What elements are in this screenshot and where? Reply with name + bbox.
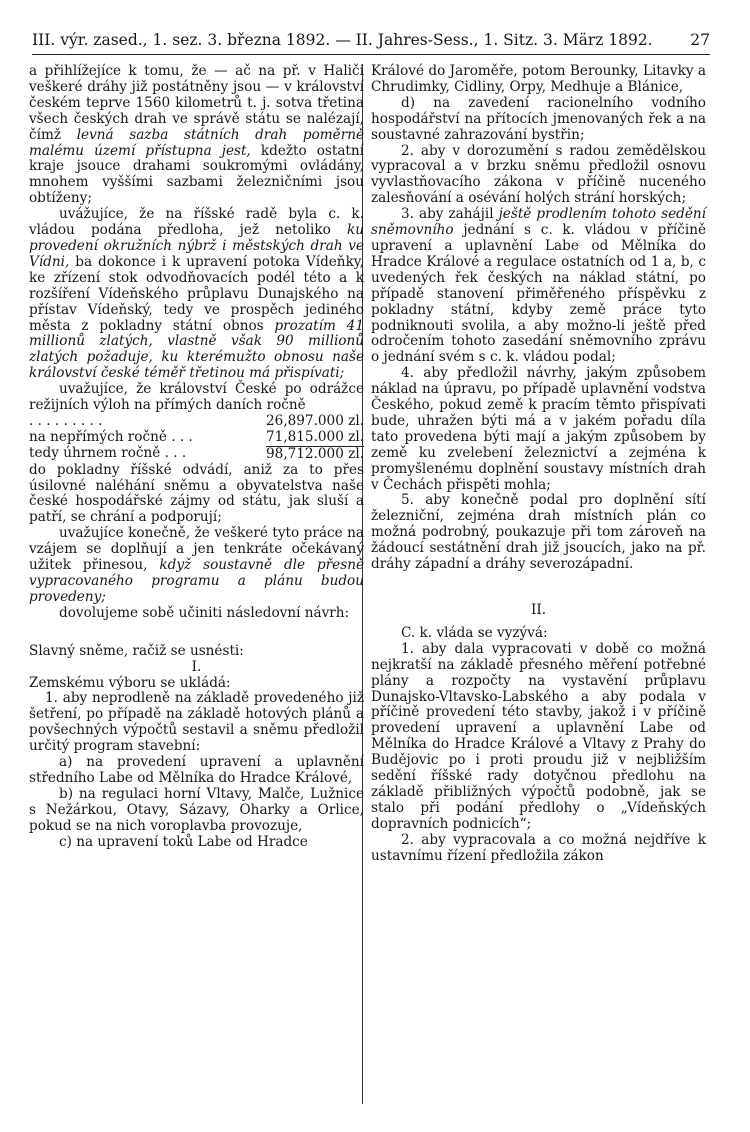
header-rule — [32, 54, 710, 55]
list-item-c-continued: Králové do Jaroměře, potom Berounky, Litavky a Chrudimky, Cidliny, Orpy, Medhuje a Blánice, — [371, 63, 706, 95]
section-heading-1: I. — [191, 658, 202, 675]
salutation: Slavný sněme, račiž se usnésti: — [29, 642, 244, 659]
paragraph-taxes-rest: do pokladny říšské odvádí, aniž za to přes úsilovné naléhání sněmu a obyvatelstva naše české hospodářské zájmy od státu, jak sluší a patří, se chrání a podporují; — [29, 461, 364, 526]
list-item-5: 5. aby konečně podal pro doplnění sítí železniční, zejména drah místních plán co možná podrobný, poukazuje při tom zároveň na žádoucí sestátnění drah již jsoucích, jako na př. dráhy západní a dráhy severozápadní. — [371, 492, 706, 573]
list-item-b: b) na regulaci horní Vltavy, Malče, Lužnice s Nežárkou, Otavy, Sázavy, Oharky a Orlice, pokud se na nich voroplavba provozuje, — [29, 785, 364, 834]
list-item-4: 4. aby předložil návrhy, jakým způsobem náklad na úpravu, po případě uplavnění vodstva Českého, pokud země k pracím těmto přispívati bude, uhražen býti má a v jakém pořadu díla tato provedena býti mají a jakým způsobem by země ku zvelebení železnictví a zejména k promyšlenému doplnění soustavy místních drah v Čechách přispěti mohla; — [371, 365, 706, 493]
amount-indirect-row: na nepřímých ročně . . . 71,815.000 zl. — [29, 428, 364, 445]
government-item-2: 2. aby vypracovala a co možná nejdříve k ustavnímu řízení předložila zákon — [371, 831, 706, 864]
committee-heading: Zemskému výboru se ukládá: — [29, 674, 231, 691]
paragraph-vienna: uvážujíce, že na říšské radě byla c. k. vládou podána předloha, jež netoliko ku provedení okružních nýbrž i městských drah ve Vídni, ba dokonce i k upravení potoka Vídeňky, ke zřízení stok odvodňovacích podél této a k rozšíření Vídeňského průplavu Dunajského na přístav Vídeňský, tedy ve prospěch jediného města z pokladny státní obnos prozatím 41 millionů zlatých, vlastně však 90 millionů zlatých požaduje, ku kterémužto obnosu naše království české téměř třetinou má přispívati; — [29, 206, 364, 382]
left-column — [29, 64, 364, 851]
list-item-d: d) na zavedení racionelního vodního hospodářství na přítocích jmenovaných řek a na soustavné zahrazování bystřin; — [371, 94, 706, 143]
list-item-2: 2. aby v dorozumění s radou zemědělskou vypracoval a v brzku sněmu předložil osnovu vyvlastňovacího zákona v příčině nuceného zalesňování a osévání holých strání horských; — [371, 142, 706, 207]
government-heading: C. k. vláda se vyzývá: — [401, 624, 548, 641]
page-header — [32, 31, 710, 53]
amount-direct: 26,897.000 zl. — [266, 412, 364, 429]
section-heading-2: II. — [530, 602, 547, 618]
paragraph-taxes: uvažujíce, že království České po odrážce režijních výloh na přímých daních ročně — [29, 381, 364, 414]
amount-total-row: tedy úhrnem ročně . . . 98,712.000 zl. — [29, 444, 364, 462]
paragraph-proposal: dovolujeme sobě učiniti následovní návrh: — [59, 604, 350, 621]
page-number: 27 — [690, 31, 710, 49]
list-item-3: 3. aby zahájil ještě prodlením tohoto sedění sněmovního jednání s c. k. vládou v příčině upravení a uplavnění Labe od Mělníka do Hradce Králové a regulace ostatních od 1 a, b, c uvedených řek českých na náklad státní, po případě stanovení přiměřeného příspěvku z pokladny státní, kdyby země práce tyto podniknouti svolila, a aby možno-li ještě před odročením tohoto zasedání sněmovního zprávu o jednání svém s c. k. vládou podal; — [371, 206, 706, 366]
amount-direct-row: . . . . . . . . . 26,897.000 zl. — [29, 412, 364, 429]
running-head: III. výr. zased., 1. sez. 3. března 1892. — II. Jahres-Sess., 1. Sitz. 3. März 1892. — [32, 31, 653, 49]
paragraph-finally: uvažujíce konečně, že veškeré tyto práce na vzájem se doplňují a jen tenkráte očekávaný užitek přinesou, když soustavně dle přesně vypracovaného programu a plánu budou provedeny; — [29, 525, 364, 605]
list-item-c: c) na upravení toků Labe od Hradce — [59, 833, 308, 850]
paragraph-intro: a přihlížejíce k tomu, že — ač na př. v Haliči veškeré dráhy již postátněny jsou — v království českém teprve 1560 kilometrů t. j. sotva třetina všech českých drah ve správě státu se nalézají, čímž levná sazba státních drah poměrně malému území přístupna jest, kdežto ostatní kraje jsouce drahami soukromými ovládány, mnohem vyššími sazbami železničními jsou obtíženy; — [29, 63, 364, 207]
government-item-1: 1. aby dala vypracovati v době co možná nejkratší na základě přesného měření potřebné plány a rozpočty na vystavění průplavu Dunajsko-Vltavsko-Labského a aby podala v příčině provedení této stavby, jakož i v příčině provedení upravení a uplavnění Labe od Mělníka do Hradce Králové a Vltavy z Prahy do Budějovic po i proti proudu již v nejbližším sedění říšské rady dotyčnou předlohu na základě přibližných výpočtů podobně, jak se stalo při podání předlohy o „Vídeňských dopravních podnicích“; — [371, 640, 706, 832]
list-item-a: a) na provedení upravení a uplavnění středního Labe od Mělníka do Hradce Králové, — [29, 754, 364, 786]
amount-indirect: 71,815.000 zl. — [266, 428, 364, 445]
list-item-1: 1. aby neprodleně na základě provedeného již šetření, po případě na základě hotových plánů a povšechných výpočtů sestavil a sněmu předložil určitý program stavební: — [29, 690, 364, 755]
right-column — [371, 64, 706, 865]
amount-total: 98,712.000 zl. — [266, 445, 364, 462]
